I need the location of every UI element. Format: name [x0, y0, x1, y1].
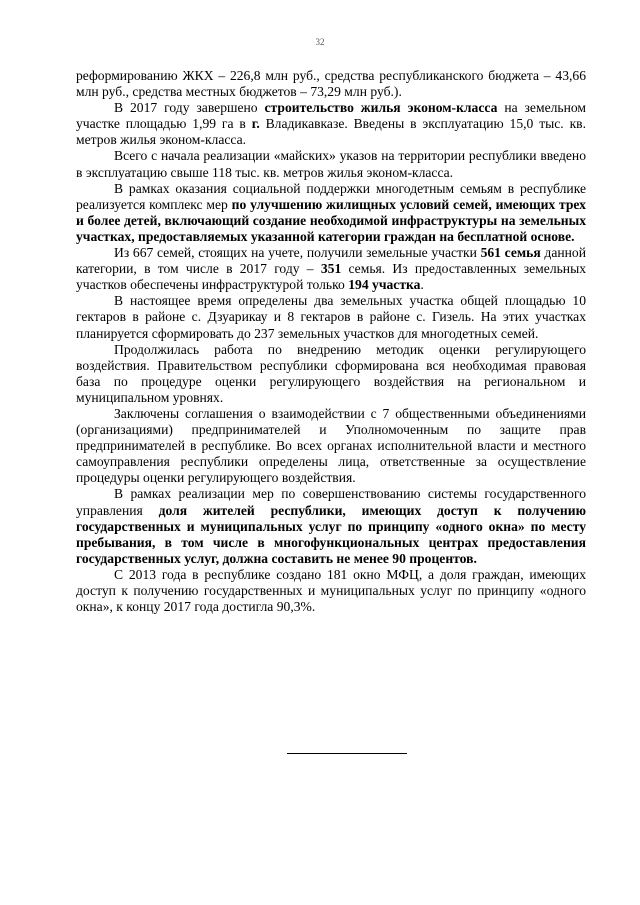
text-run: семья. Из предоставленных земельных участков обеспечены инфраструктурой только	[76, 261, 587, 293]
text-run: В настоящее время определены два земельных участка общей площадью 10 гектаров в районе с. Дзуарикау и 8 гектаров в районе с. Гизель. На этих участках планируется сформировать до 237 земельных участков для многодетных семей.	[76, 293, 586, 341]
paragraph-8	[76, 406, 586, 486]
bold-text-run: г.	[251, 116, 260, 132]
bold-text-run: 351	[320, 261, 342, 277]
text-run: на земельном участке площадью 1,99 га в	[76, 100, 586, 132]
paragraph-6	[76, 293, 586, 341]
text-run: данной категории, в том числе в 2017 году –	[76, 245, 586, 277]
text-run: Владикавказе. Введены в эксплуатацию 15,0 тыс. кв. метров жилья эконом-класса.	[76, 116, 586, 148]
paragraph-3	[76, 148, 586, 180]
paragraph-4	[76, 181, 586, 245]
paragraph-9	[76, 486, 586, 566]
text-run: Продолжилась работа по внедрению методик оценки регулирующего воздействия. Правительством республики сформирована вся необходимая правовая база по процедуре оценки регулирующего воздействия на региональном и муниципальном уровнях.	[76, 341, 586, 405]
text-run: Всего с начала реализации «майских» указов на территории республики введено в эксплуатацию свыше 118 тыс. кв. метров жилья эконом-класса.	[76, 148, 586, 180]
paragraph-10	[76, 567, 586, 615]
footnote-separator-line	[287, 753, 407, 754]
text-run: В рамках оказания социальной поддержки многодетным семьям в республике реализуется комплекс мер	[76, 180, 586, 212]
bold-text-run: по улучшению жилищных условий семей, имеющих трех и более детей, включающий создание необходимой инфраструктуры на земельных участках, предоставляемых указанной категории граждан на бесплатной основе.	[76, 196, 586, 244]
text-run: С 2013 года в республике создано 181 окно МФЦ, а доля граждан, имеющих доступ к получению государственных и муниципальных услуг по принципу «одного окна», к концу 2017 года достигла 90,3%.	[76, 566, 586, 615]
document-body	[76, 68, 586, 615]
text-run: реформированию ЖКХ – 226,8 млн руб., средства республиканского бюджета – 43,66 млн руб., средства местных бюджетов – 73,29 млн руб.).	[76, 68, 586, 100]
bold-text-run: строительство жилья эконом-класса	[264, 100, 498, 116]
text-run: В рамках реализации мер по совершенствованию системы государственного управления	[76, 486, 586, 518]
text-run: Заключены соглашения о взаимодействии с 7 общественными объединениями (организациями) предпринимателей и Уполномоченным по защите прав предпринимателей в республике. Во всех органах исполнительной власти и местного самоуправления республики определены лица, ответственные за осуществление процедуры оценки регулирующего воздействия.	[76, 405, 586, 486]
bold-text-run: 561 семья	[480, 245, 541, 261]
text-run: Из 667 семей, стоящих на учете, получили земельные участки	[114, 245, 481, 261]
paragraph-5	[76, 245, 586, 293]
page-number: 32	[315, 37, 325, 47]
bold-text-run: доля жителей республики, имеющих доступ к получению государственных и муниципальных услуг по принципу «одного окна» по месту пребывания, в том числе в многофункциональных центрах предоставления государственных услуг, должна составить не менее 90 процентов.	[76, 502, 586, 566]
bold-text-run: 194 участка	[348, 277, 421, 293]
paragraph-1	[76, 68, 586, 100]
text-run: В 2017 году завершено	[114, 100, 265, 116]
text-run: .	[420, 277, 424, 293]
paragraph-2	[76, 100, 586, 148]
paragraph-7	[76, 342, 586, 406]
